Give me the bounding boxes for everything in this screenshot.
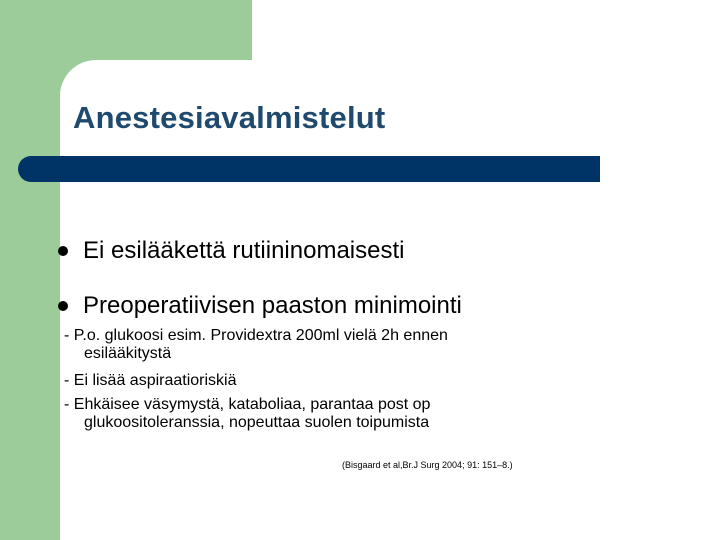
decor-green-left [0, 0, 60, 540]
subline-4: - Ehkäisee väsymystä, kataboliaa, parantaa post op [64, 396, 431, 413]
bullet-text: Ei esilääkettä rutiininomaisesti [83, 237, 405, 264]
subline-1: - P.o. glukoosi esim. Providextra 200ml vielä 2h ennen [64, 327, 448, 344]
bullet-item-2 [58, 292, 462, 320]
title-divider-bar [18, 156, 600, 182]
bullet-item-1 [58, 237, 404, 265]
citation: (Bisgaard et al,Br.J Surg 2004; 91: 151–8.) [342, 460, 513, 470]
bullet-dot-icon [58, 246, 68, 256]
bullet-dot-icon [58, 301, 68, 311]
subline-3: - Ei lisää aspiraatioriskiä [64, 372, 237, 389]
subline-2: esilääkitystä [84, 345, 172, 362]
slide-title: Anestesiavalmistelut [73, 100, 386, 135]
bullet-text: Preoperatiivisen paaston minimointi [83, 292, 462, 319]
subline-5: glukoositoleranssia, nopeuttaa suolen toipumista [84, 414, 430, 431]
